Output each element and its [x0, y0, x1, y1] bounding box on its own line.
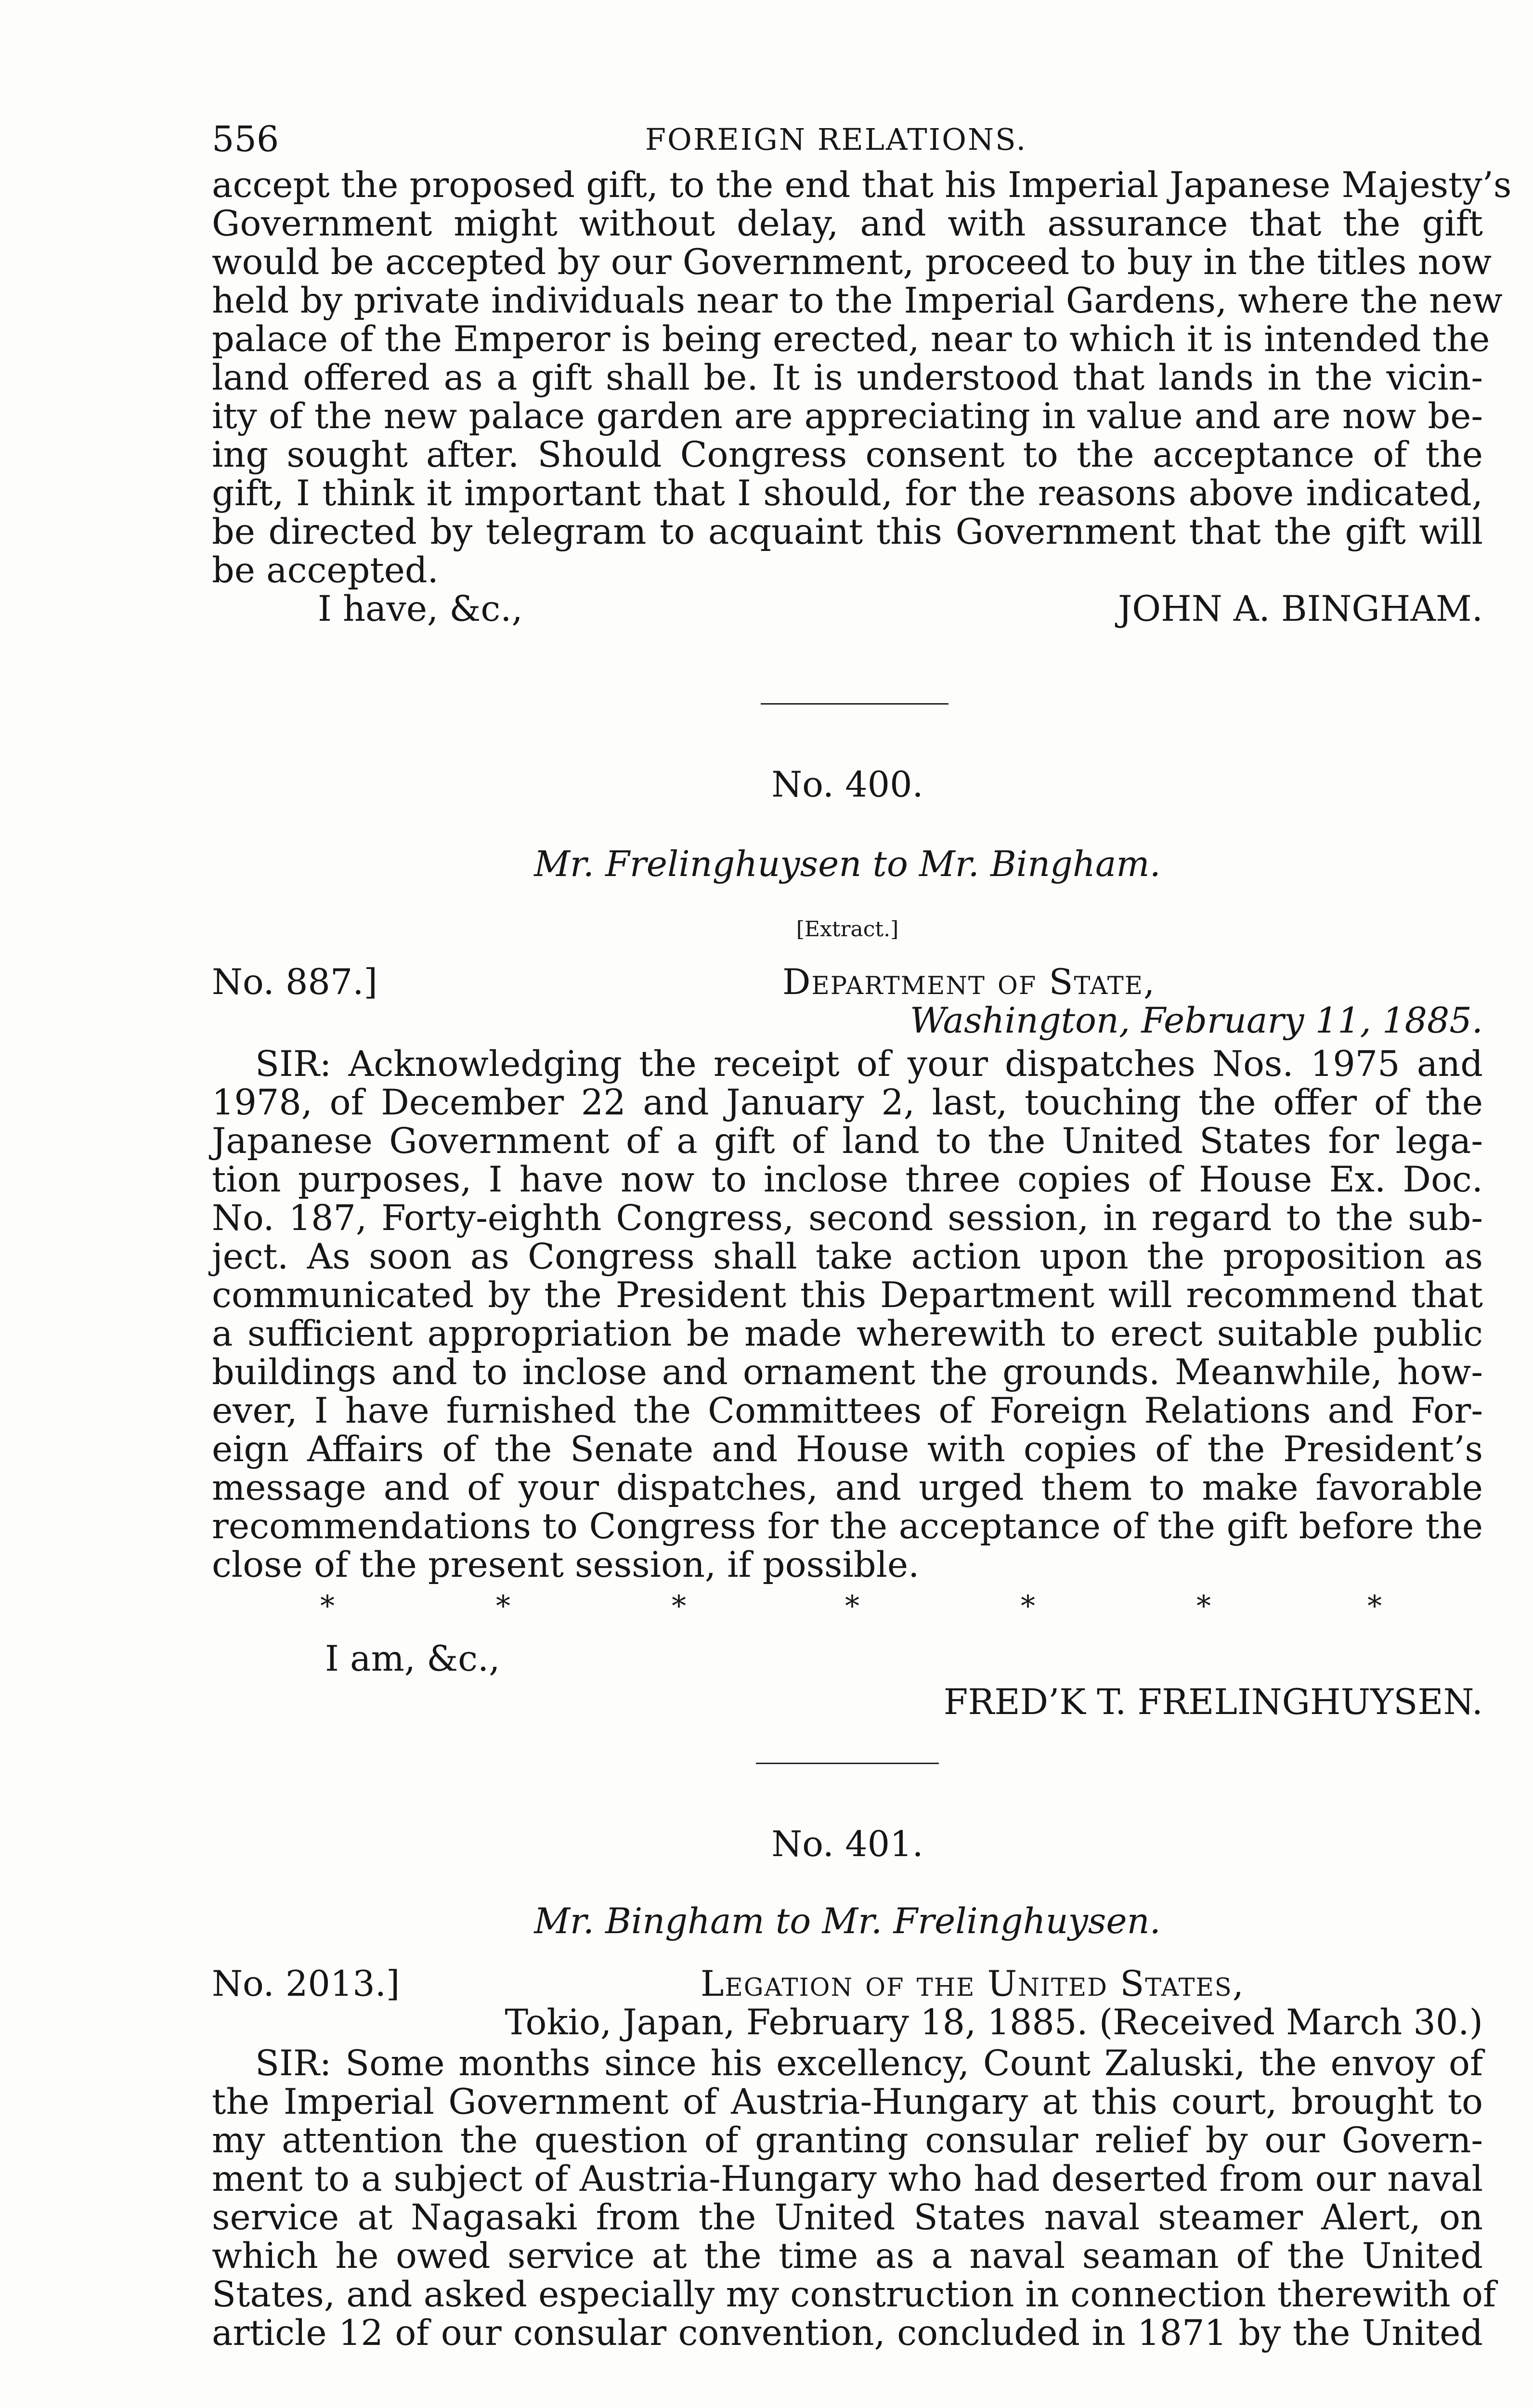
ellipsis-star: * — [845, 1589, 859, 1623]
text-line: 1978, of December 22 and January 2, last, touching the offer of the — [212, 1082, 1483, 1123]
text-line: Government might without delay, and with assurance that the gift — [212, 203, 1483, 244]
ellipsis-star: * — [672, 1589, 686, 1623]
text-line: No. 187, Forty-eighth Congress, second session, in regard to the sub- — [212, 1198, 1483, 1239]
text-line: buildings and to inclose and ornament the grounds. Meanwhile, how- — [212, 1352, 1483, 1393]
text-line: service at Nagasaki from the United States naval steamer Alert, on — [212, 2197, 1483, 2238]
text-line: ity of the new palace garden are appreciating in value and are now be- — [212, 396, 1483, 437]
text-line: message and of your dispatches, and urged them to make favorable — [212, 1467, 1483, 1508]
text-line: a sufficient appropriation be made wherewith to erect suitable public — [212, 1313, 1483, 1354]
closing: I have, &c., — [318, 589, 523, 629]
reference-number: No. 887.] — [212, 962, 377, 1003]
place-date: Washington, February 11, 1885. — [909, 1000, 1483, 1041]
text-line: ever, I have furnished the Committees of Foreign Relations and For- — [212, 1390, 1483, 1431]
running-title: FOREIGN RELATIONS. — [645, 122, 1027, 157]
text-line: gift, I think it important that I should, for the reasons above indicated, — [212, 473, 1483, 514]
text-line: be directed by telegram to acquaint this Government that the gift will — [212, 511, 1483, 552]
text-line: palace of the Emperor is being erected, near to which it is intended the — [212, 319, 1490, 360]
place-date: Tokio, Japan, February 18, 1885. (Received March 30.) — [505, 2002, 1483, 2043]
text-line: ject. As soon as Congress shall take action upon the proposition as — [212, 1236, 1483, 1277]
closing: I am, &c., — [325, 1638, 500, 1679]
text-line: my attention the question of granting consular relief by our Govern- — [212, 2120, 1483, 2161]
signature: FRED’K T. FRELINGHUYSEN. — [943, 1682, 1483, 1723]
text-line: article 12 of our consular convention, concluded in 1871 by the United — [212, 2313, 1483, 2354]
text-line: which he owed service at the time as a naval seaman of the United — [212, 2236, 1483, 2277]
ellipsis-star: * — [496, 1589, 510, 1623]
document-number: No. 400. — [771, 764, 923, 805]
separator-rule — [761, 703, 948, 705]
text-line: ing sought after. Should Congress consent to the acceptance of the — [212, 434, 1483, 475]
separator-rule — [756, 1763, 939, 1764]
signature: JOHN A. BINGHAM. — [1118, 589, 1483, 629]
text-line: communicated by the President this Department will recommend that — [212, 1275, 1483, 1316]
ellipsis-star: * — [1196, 1589, 1211, 1623]
text-line: Japanese Government of a gift of land to the United States for lega- — [212, 1121, 1483, 1162]
document-page — [212, 119, 1512, 2408]
document-number: No. 401. — [771, 1824, 923, 1865]
text-line: the Imperial Government of Austria-Hungary at this court, brought to — [212, 2081, 1483, 2122]
extract-note: [Extract.] — [796, 917, 899, 942]
text-line: tion purposes, I have now to inclose three copies of House Ex. Doc. — [212, 1159, 1483, 1200]
document-title: Mr. Frelinghuysen to Mr. Bingham. — [534, 844, 1161, 885]
text-line: would be accepted by our Government, proceed to buy in the titles now — [212, 242, 1492, 283]
office-name: Department of State, — [782, 962, 1156, 1003]
text-line: held by private individuals near to the Imperial Gardens, where the new — [212, 280, 1503, 321]
page-number: 556 — [212, 119, 279, 160]
ellipsis-star: * — [1367, 1589, 1382, 1623]
text-line: SIR: Acknowledging the receipt of your dispatches Nos. 1975 and — [255, 1044, 1483, 1085]
document-title: Mr. Bingham to Mr. Frelinghuysen. — [534, 1901, 1161, 1942]
ellipsis-star: * — [1021, 1589, 1035, 1623]
ellipsis-star: * — [320, 1589, 335, 1623]
text-line: land offered as a gift shall be. It is understood that lands in the vicin- — [212, 357, 1483, 398]
text-line: close of the present session, if possible. — [212, 1544, 920, 1585]
text-line: ment to a subject of Austria-Hungary who had deserted from our naval — [212, 2159, 1483, 2199]
office-name: Legation of the United States, — [701, 1963, 1245, 2004]
text-line: eign Affairs of the Senate and House with copies of the President’s — [212, 1429, 1483, 1470]
text-line: SIR: Some months since his excellency, Count Zaluski, the envoy of — [255, 2043, 1483, 2084]
text-line: be accepted. — [212, 550, 439, 591]
text-line: accept the proposed gift, to the end that his Imperial Japanese Majesty’s — [212, 165, 1512, 206]
text-line: recommendations to Congress for the acceptance of the gift before the — [212, 1506, 1483, 1547]
text-line: States, and asked especially my construction in connection therewith of — [212, 2274, 1496, 2315]
reference-number: No. 2013.] — [212, 1963, 400, 2004]
